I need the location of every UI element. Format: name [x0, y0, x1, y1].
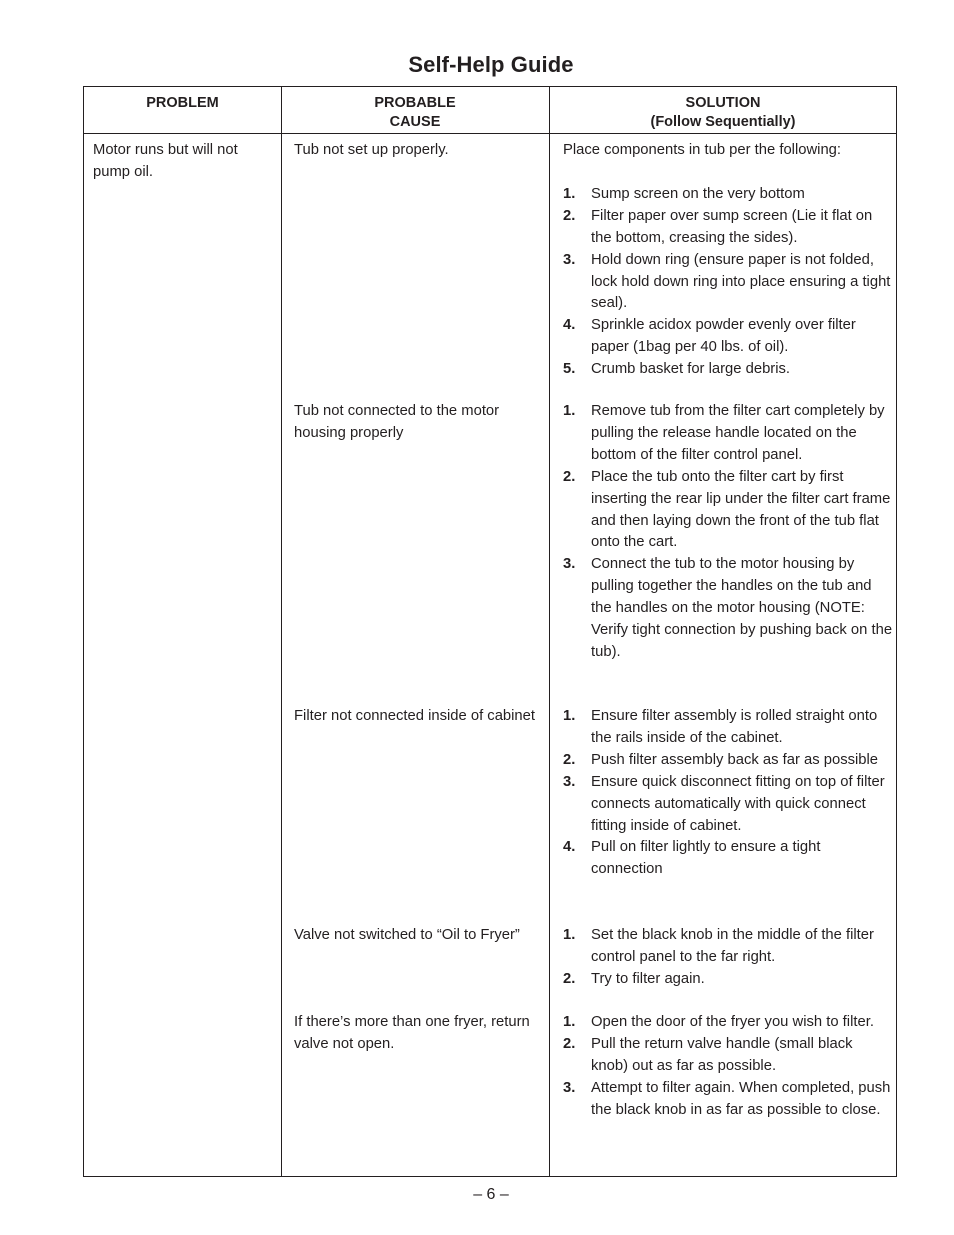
step-number: 2. — [563, 1035, 576, 1052]
step-text: Pull on filter lightly to ensure a tight connection — [591, 839, 821, 878]
step-text: Open the door of the fryer you wish to filter. — [591, 1014, 874, 1030]
column-divider — [281, 87, 282, 1176]
solution-intro: Place components in tub per the following: — [563, 142, 842, 158]
step-text: Ensure filter assembly is rolled straight onto the rails inside of the cabinet. — [591, 708, 878, 746]
solution-step — [563, 925, 893, 969]
step-number: 2. — [563, 970, 576, 987]
header-cause-line2: CAUSE — [389, 114, 441, 130]
header-solution-line2: (Follow Sequentially) — [650, 114, 796, 130]
solution-step — [563, 184, 893, 206]
step-text: Pull the return valve handle (small black knob) out as far as possible. — [591, 1035, 853, 1074]
cause-text: Valve not switched to “Oil to Fryer” — [294, 927, 520, 943]
step-number: 4. — [563, 839, 576, 856]
step-text: Place the tub onto the filter cart by first inserting the rear lip under the filter cart frame and then laying down the front of the tub flat onto the cart. — [591, 468, 891, 551]
column-divider — [549, 87, 550, 1176]
step-number: 1. — [563, 927, 576, 943]
header-probable-cause — [281, 94, 549, 132]
step-text: Ensure quick disconnect fitting on top of filter connects automatically with quick connect fitting inside of cabinet. — [591, 773, 885, 834]
solution-step — [563, 750, 893, 772]
solution-steps — [563, 401, 893, 664]
step-number: 3. — [563, 1079, 576, 1096]
step-text: Try to filter again. — [591, 970, 705, 987]
solution-steps — [563, 706, 893, 881]
header-problem — [84, 94, 281, 113]
solution-step — [563, 467, 893, 555]
solution-step — [563, 359, 893, 381]
step-number: 2. — [563, 207, 576, 224]
step-number: 2. — [563, 751, 576, 768]
solution-step — [563, 554, 893, 664]
header-solution — [549, 94, 897, 132]
step-text: Sump screen on the very bottom — [591, 185, 805, 202]
step-number: 3. — [563, 773, 576, 790]
step-text: Filter paper over sump screen (Lie it flat on the bottom, creasing the sides). — [591, 207, 873, 246]
solution-step — [563, 206, 893, 250]
self-help-table — [83, 86, 897, 1177]
cause-text: If there’s more than one fryer, return valve not open. — [294, 1014, 530, 1052]
solution-step — [563, 772, 893, 838]
solution-steps — [563, 184, 893, 381]
step-number: 3. — [563, 556, 576, 573]
cause-text: Filter not connected inside of cabinet — [294, 708, 536, 724]
step-number: 2. — [563, 468, 576, 485]
step-text: Sprinkle acidox powder evenly over filter paper (1bag per 40 lbs. of oil). — [591, 317, 856, 356]
step-text: Hold down ring (ensure paper is not folded, lock hold down ring into place ensuring a tight seal). — [591, 251, 891, 312]
step-number: 5. — [563, 361, 576, 378]
step-text: Connect the tub to the motor housing by pulling together the handles on the tub and the handles on the motor housing (NOTE: Verify tight connection by pushing back on the tub). — [591, 556, 893, 660]
step-number: 1. — [563, 1014, 576, 1030]
header-solution-line1: SOLUTION — [685, 95, 761, 111]
header-cause-line1: PROBABLE — [374, 95, 456, 111]
solution-step — [563, 401, 893, 467]
solution-steps — [563, 925, 893, 991]
solution-block — [563, 140, 893, 381]
cause-text: Tub not connected to the motor housing properly — [294, 403, 500, 441]
header-problem-label: PROBLEM — [146, 95, 219, 111]
step-text: Remove tub from the filter cart completely by pulling the release handle located on the bottom of the filter control panel. — [591, 403, 885, 463]
step-number: 1. — [563, 185, 576, 202]
page-number: – 6 – — [473, 1186, 509, 1203]
step-number: 4. — [563, 317, 576, 334]
problem-text: Motor runs but will not pump oil. — [93, 142, 238, 180]
solution-block — [563, 1012, 893, 1122]
step-text: Attempt to filter again. When completed, push the black knob in as far as possible to close. — [591, 1079, 891, 1118]
solution-step — [563, 969, 893, 991]
solution-step — [563, 1078, 893, 1122]
step-number: 1. — [563, 708, 576, 724]
step-text: Push filter assembly back as far as possible — [591, 751, 879, 768]
page-title: Self-Help Guide — [408, 52, 574, 77]
solution-step — [563, 1012, 893, 1034]
solution-steps — [563, 1012, 893, 1122]
step-number: 3. — [563, 251, 576, 268]
solution-block — [563, 925, 893, 991]
solution-step — [563, 1034, 893, 1078]
solution-block — [563, 401, 893, 664]
cause-text: Tub not set up properly. — [294, 142, 449, 158]
header-divider — [84, 133, 896, 134]
solution-step — [563, 250, 893, 316]
step-text: Crumb basket for large debris. — [591, 361, 791, 378]
solution-step — [563, 837, 893, 881]
solution-block — [563, 706, 893, 881]
step-number: 1. — [563, 403, 576, 419]
solution-step — [563, 706, 893, 750]
step-text: Set the black knob in the middle of the filter control panel to the far right. — [591, 927, 874, 965]
solution-step — [563, 315, 893, 359]
